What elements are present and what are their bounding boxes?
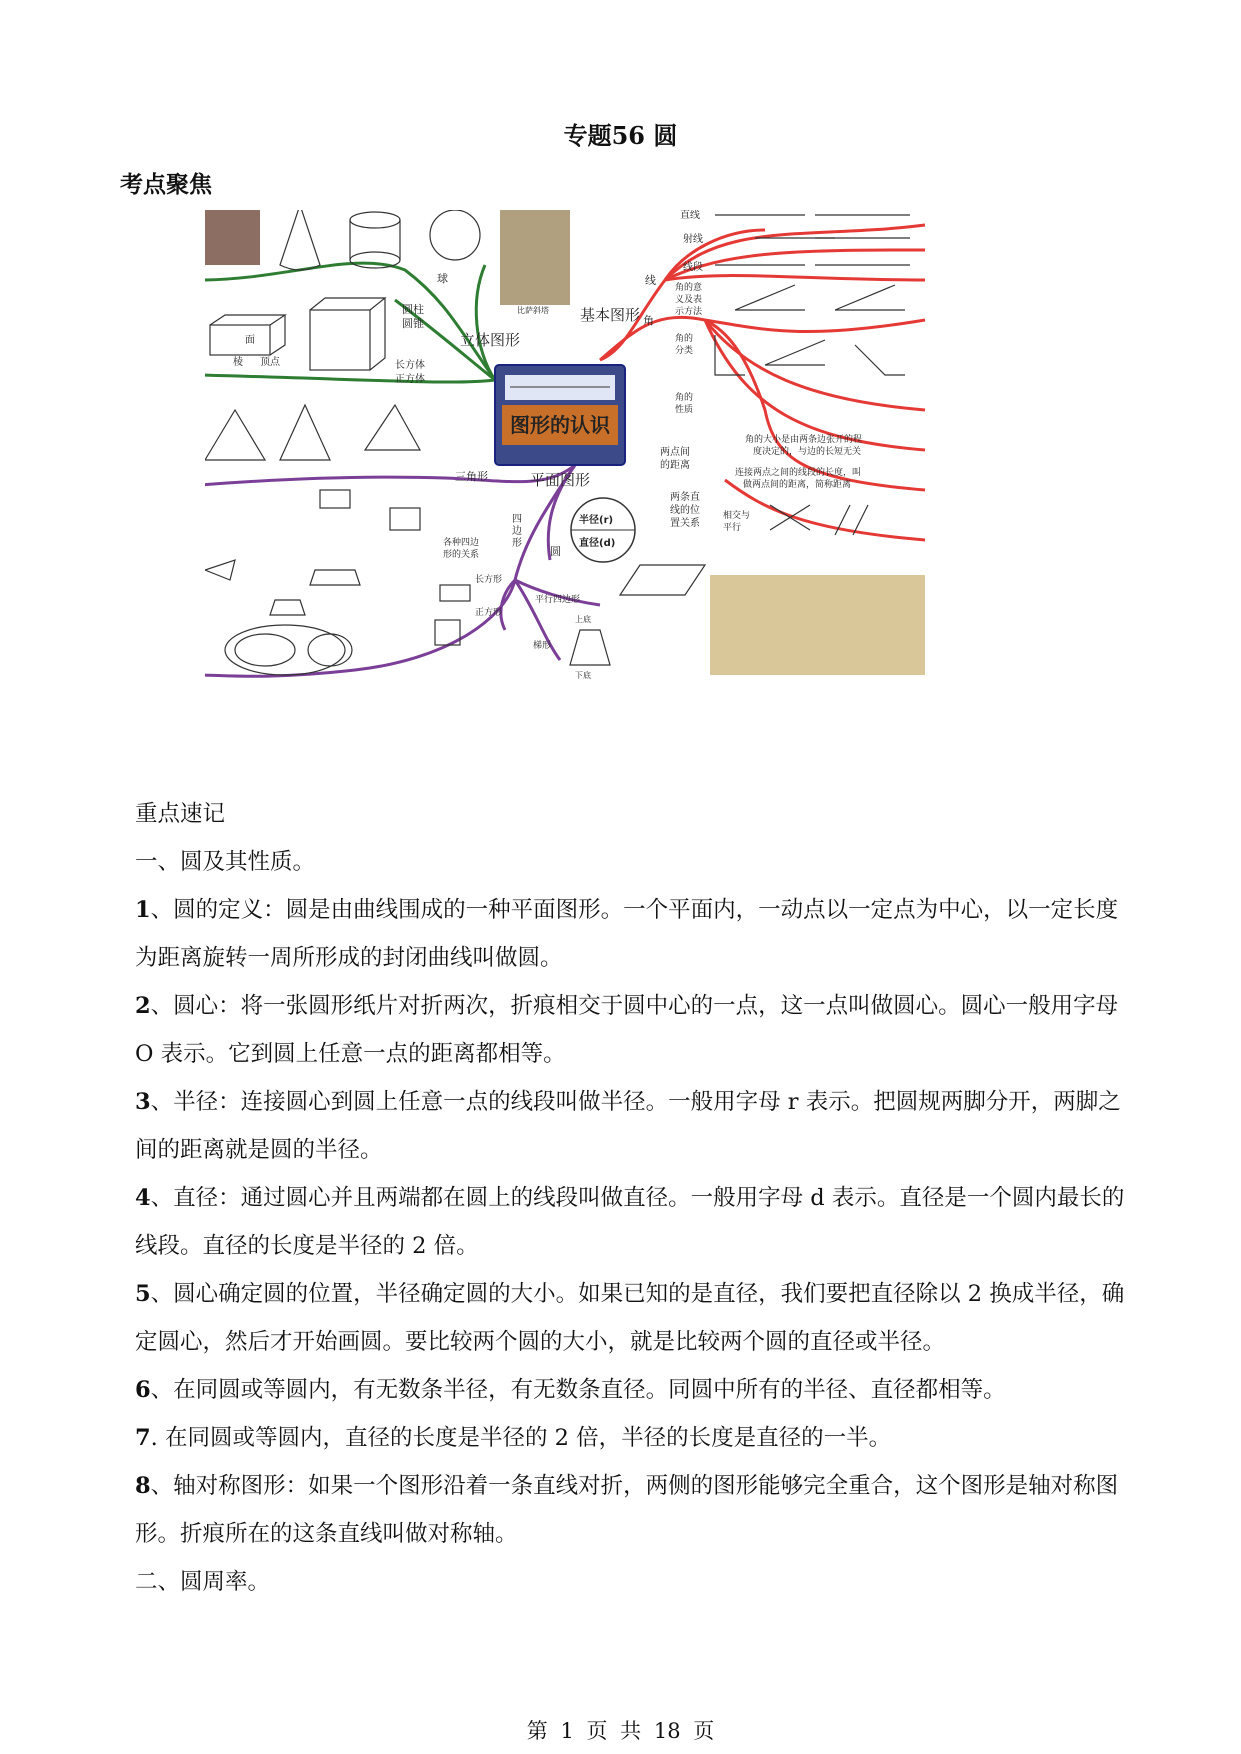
page-footer: 第 1 页 共 18 页 xyxy=(526,1719,715,1743)
label-bottom-base: 下底 xyxy=(575,671,591,680)
mindmap-figure xyxy=(205,210,1035,780)
item-number: 3 xyxy=(135,1089,151,1115)
item-text: 、在同圆或等圆内，有无数条半径，有无数条直径。同圆中所有的半径、直径都相等。 xyxy=(150,1377,1006,1403)
part1-heading: 一、圆及其性质。 xyxy=(135,849,316,875)
section-heading-focus: 考点聚焦 xyxy=(120,171,212,198)
branch-basic: 基本图形 xyxy=(580,306,641,324)
item-text: 、圆心：将一张圆形纸片对折两次，折痕相交于圆中心的一点，这一点叫做圆心。圆心一般用字母 O 表示。它到圆上任意一点的距离都相等。 xyxy=(135,993,1119,1067)
label-square: 正方形 xyxy=(475,608,503,618)
label-line: 线 xyxy=(645,274,656,287)
label-two-line-rel-3: 置关系 xyxy=(670,518,700,529)
label-face: 面 xyxy=(245,335,255,346)
circle-sketch xyxy=(571,498,635,562)
label-quad-relation-1: 各种四边 xyxy=(443,538,480,548)
label-intersect-1: 相交与 xyxy=(723,511,751,521)
note-item-2 xyxy=(135,982,1125,1078)
construction-image xyxy=(710,575,925,675)
pisa-caption: 比萨斜塔 xyxy=(517,306,549,315)
label-top-base: 上底 xyxy=(575,615,591,624)
label-cuboid: 长方体 xyxy=(395,360,425,371)
note-angle-size-1: 角的大小是由两条边张开的程 xyxy=(745,435,863,445)
item-number: 7 xyxy=(135,1425,151,1451)
item-number: 2 xyxy=(135,993,151,1019)
label-quad-1: 四 xyxy=(512,514,522,525)
page-title: 专题56 圆 xyxy=(563,121,678,150)
label-ball: 球 xyxy=(437,272,448,285)
branch-solid: 立体图形 xyxy=(460,331,521,349)
note-item-6 xyxy=(135,1366,1125,1414)
item-text: 、半径：连接圆心到圆上任意一点的线段叫做半径。一般用字母 r 表示。把圆规两脚分开，两脚之间的距离就是圆的半径。 xyxy=(135,1089,1121,1163)
pisa-image xyxy=(500,210,570,305)
label-angle-props-1: 角的 xyxy=(675,393,694,403)
note-distance-2: 做两点间的距离，简称距离 xyxy=(743,480,852,490)
label-angle-props-2: 性质 xyxy=(675,405,694,415)
note-angle-size-2: 度决定的，与边的长短无关 xyxy=(753,447,862,457)
label-cone: 圆锥 xyxy=(402,317,424,330)
branch-plane: 平面图形 xyxy=(530,471,591,489)
note-distance-1: 连接两点之间的线段的长度，叫 xyxy=(735,468,862,478)
label-edge: 棱 xyxy=(233,357,243,368)
note-item-3 xyxy=(135,1078,1125,1174)
label-two-point-dist-1: 两点间 xyxy=(660,447,690,458)
label-straight-line: 直线 xyxy=(680,210,700,221)
label-trapezoid: 梯形 xyxy=(533,641,552,651)
label-quad-relation-2: 形的关系 xyxy=(443,550,480,560)
item-number: 1 xyxy=(135,897,151,923)
label-diameter: 直径(d) xyxy=(579,538,616,549)
label-angle-meaning-1: 角的意 xyxy=(675,283,703,293)
label-two-point-dist-2: 的距离 xyxy=(660,460,690,471)
label-angle-types-1: 角的 xyxy=(675,334,694,344)
note-item-1 xyxy=(135,886,1125,982)
temple-image xyxy=(205,210,260,265)
label-cylinder: 圆柱 xyxy=(402,303,424,316)
note-item-4 xyxy=(135,1174,1125,1270)
center-label: 图形的认识 xyxy=(510,413,610,437)
item-number: 6 xyxy=(135,1377,151,1403)
item-text: 、直径：通过圆心并且两端都在圆上的线段叫做直径。一般用字母 d 表示。直径是一个圆内最长的线段。直径的长度是半径的 2 倍。 xyxy=(135,1185,1125,1259)
label-parallelogram: 平行四边形 xyxy=(535,595,581,605)
label-quad-3: 形 xyxy=(512,538,522,549)
center-tile xyxy=(495,365,625,465)
label-ray: 射线 xyxy=(683,234,703,245)
label-two-line-rel-1: 两条直 xyxy=(670,492,700,503)
label-angle-meaning-2: 义及表 xyxy=(675,295,703,305)
note-item-7 xyxy=(135,1414,1125,1462)
label-radius: 半径(r) xyxy=(579,515,614,526)
item-text: 、轴对称图形：如果一个图形沿着一条直线对折，两侧的图形能够完全重合，这个图形是轴对称图形。折痕所在的这条直线叫做对称轴。 xyxy=(135,1473,1119,1547)
label-vertex: 顶点 xyxy=(260,357,280,368)
item-number: 4 xyxy=(135,1185,151,1211)
note-item-5 xyxy=(135,1270,1125,1366)
label-angle-types-2: 分类 xyxy=(675,346,694,356)
label-segment: 线段 xyxy=(683,262,703,273)
key-notes-heading: 重点速记 xyxy=(135,801,226,827)
basic-branch-lines xyxy=(600,225,925,540)
item-text: . 在同圆或等圆内，直径的长度是半径的 2 倍，半径的长度是直径的一半。 xyxy=(150,1425,892,1451)
label-intersect-2: 平行 xyxy=(723,523,742,533)
key-notes xyxy=(135,790,1125,1606)
item-text: 、圆的定义：圆是由曲线围成的一种平面图形。一个平面内，一动点以一定点为中心，以一定长度为距离旋转一周所形成的封闭曲线叫做圆。 xyxy=(135,897,1119,971)
label-quad-2: 边 xyxy=(512,526,522,537)
label-rectangle: 长方形 xyxy=(475,575,503,585)
item-text: 、圆心确定圆的位置，半径确定圆的大小。如果已知的是直径，我们要把直径除以 2 换成半径，确定圆心，然后才开始画圆。要比较两个圆的大小，就是比较两个圆的直径或半径。 xyxy=(135,1281,1125,1355)
label-triangle: 三角形 xyxy=(455,470,488,483)
item-number: 5 xyxy=(135,1281,151,1307)
label-cube: 正方体 xyxy=(395,374,425,385)
label-angle-meaning-3: 示方法 xyxy=(675,307,703,317)
part2-heading: 二、圆周率。 xyxy=(135,1569,271,1595)
label-two-line-rel-2: 线的位 xyxy=(670,505,700,516)
note-item-8 xyxy=(135,1462,1125,1558)
label-angle: 角 xyxy=(643,314,654,327)
item-number: 8 xyxy=(135,1473,151,1499)
solid-branch-lines xyxy=(205,263,495,382)
label-circle: 圆 xyxy=(550,545,561,558)
